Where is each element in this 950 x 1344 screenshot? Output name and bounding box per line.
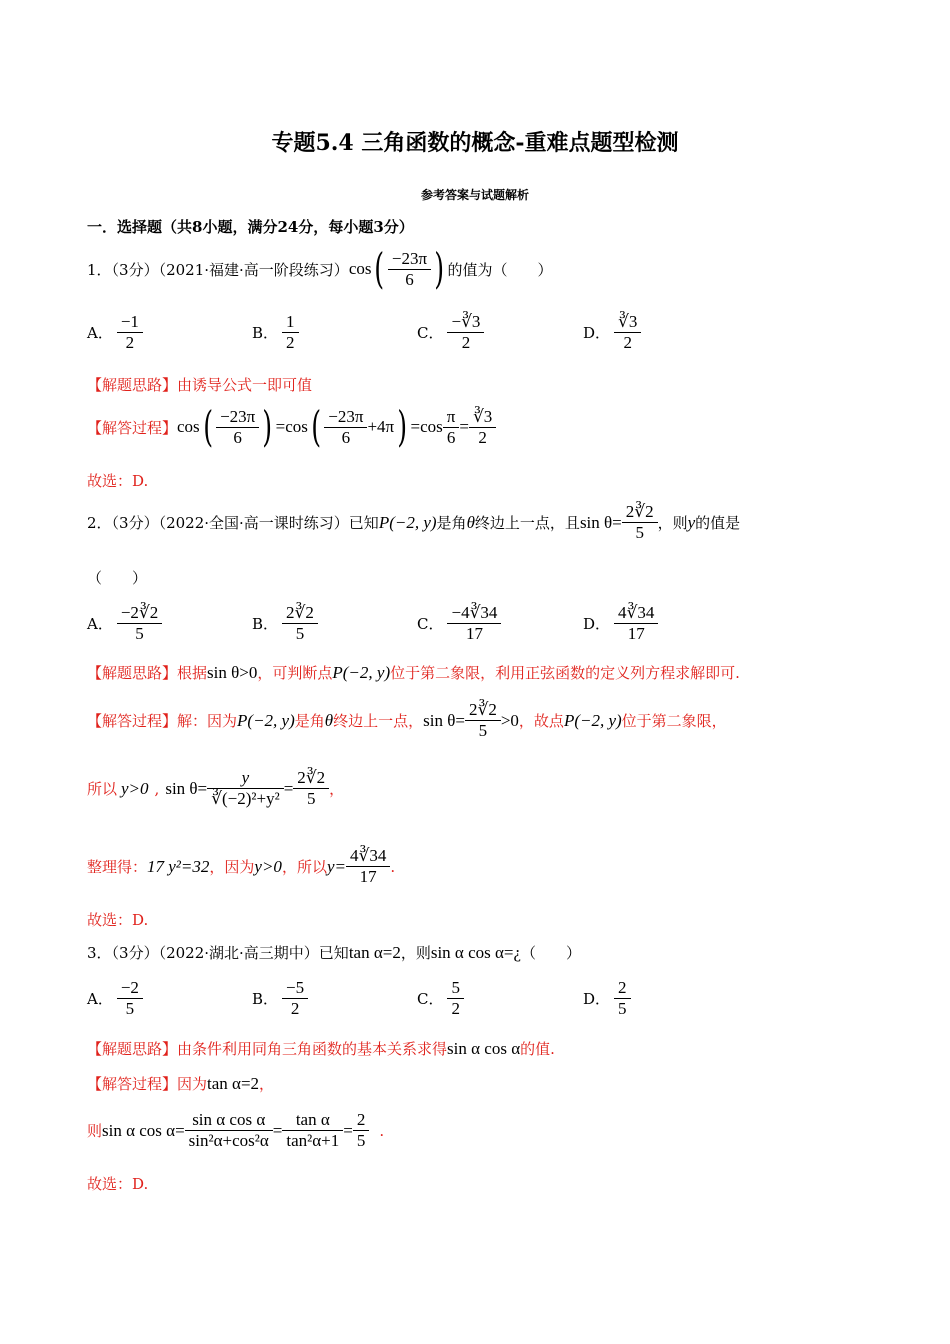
section-heading: 一．选择题（共8小题，满分24分，每小题3分） — [87, 218, 414, 236]
q1-process: 【解答过程】 cos ( $\frac{-23\pi}{6}$ ) =cos ( $\frac{-23\pi}{6}$ +4π ) =cos $\frac{\pi}{6}$ = $\frac{∛3}{2}$ — [87, 406, 496, 448]
q3-option-a: A． $\frac{-2}{5}$ — [87, 978, 143, 1019]
q1-option-a: A． $\frac{-1}{2}$ — [87, 312, 143, 353]
q1-stem: 1．（3分）（2021·福建·高一阶段练习） cos ( $\frac{-23\pi}{6}$ ) 的值为（ ） — [87, 244, 553, 293]
q2-paren: （ ） — [87, 569, 148, 587]
q2-process: 【解答过程】 解：因为 P(−2, y) 是角 θ 终边上一点， sin θ= $\frac{2∛2}{5}$ >0 ，故点 P(−2, y) 位于第二象限， — [87, 700, 727, 740]
q2-stem: 2．（3分）（2022·全国·高一课时练习）已知 P(−2, y) 是角 θ 终边上一点，且 sin θ= $\frac{2∛2}{5}$ ，则 y 的值是 — [87, 502, 741, 542]
q3-answer: 故选：D. — [87, 1175, 149, 1193]
q2-option-b: B． $\frac{2∛2}{5}$ — [252, 603, 318, 644]
q3-option-d: D． $\frac{2}{5}$ — [583, 978, 631, 1019]
q2-option-c: C． $\frac{-4∛34}{17}$ — [417, 603, 501, 644]
page-title: 专题5.4 三角函数的概念-重难点题型检测 — [271, 130, 679, 156]
q2-answer: 故选：D. — [87, 911, 149, 929]
q3-process: 【解答过程】 因为 tan α=2 ， — [87, 1073, 275, 1093]
q2-idea: 【解题思路】 根据 sin θ>0 ，可判断点 P(−2, y) 位于第二象限，利用正弦函数的定义列方程求解即可. — [87, 662, 740, 682]
q1-option-b: B． $\frac{1}{2}$ — [252, 312, 299, 353]
q1-idea: 【解题思路】由诱导公式一即可值 — [87, 376, 313, 394]
q1-fraction: $\frac{-23\pi}{6}$ — [390, 249, 429, 290]
q3-option-c: C． $\frac{5}{2}$ — [417, 978, 464, 1019]
q1-option-d: D． $\frac{∛3}{2}$ — [583, 312, 641, 353]
page-subtitle: 参考答案与试题解析 — [420, 188, 529, 202]
q2-process-line3: 整理得： 17 y²=32 ，因为 y>0 ，所以 y= $\frac{4∛34}{17}$ . — [87, 846, 396, 886]
q3-option-b: B． $\frac{-5}{2}$ — [252, 978, 308, 1019]
q1-answer: 故选：D. — [87, 472, 149, 490]
q3-process-line2: 则 sin α cos α= $\frac{\text{sin α cos α}}{\text{sin²α+cos²α}}$ = $\frac{\text{tan α}}{\text{tan²α+1}}$ = $\frac{2}{5}$ . — [87, 1110, 385, 1150]
q2-option-d: D． $\frac{4∛34}{17}$ — [583, 603, 658, 644]
q3-idea: 【解题思路】 由条件利用同角三角函数的基本关系求得 sin α cos α 的值. — [87, 1038, 555, 1058]
q1-option-c: C． $\frac{-∛3}{2}$ — [417, 312, 484, 353]
q2-process-line2: 所以 y>0 , sin θ= $\frac{y}{\text{∛(−2)²+y²}}$ = $\frac{2∛2}{5}$ ， — [87, 768, 345, 808]
q2-option-a: A． $\frac{-2∛2}{5}$ — [87, 603, 162, 644]
q3-stem: 3．（3分）（2022·湖北·高三期中）已知 tan α=2 ，则 sin α cos α=¿ （ ） — [87, 942, 582, 962]
